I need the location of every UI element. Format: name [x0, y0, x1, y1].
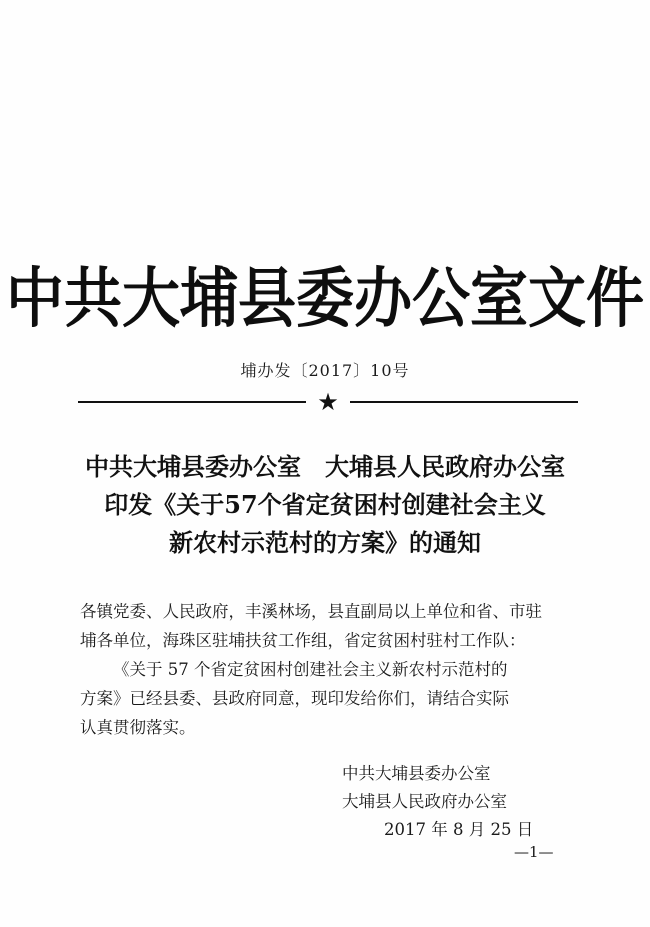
document-number: 埔办发〔2017〕10号 — [240, 361, 410, 380]
document-body — [80, 597, 572, 742]
header-separator — [78, 388, 578, 416]
signature-block — [342, 760, 533, 844]
document-title — [40, 448, 610, 562]
body-line: 方案》已经县委、县政府同意，现印发给你们，请结合实际 — [80, 689, 509, 708]
separator-line-left — [78, 401, 306, 403]
signature-org: 中共大埔县委办公室 — [342, 764, 491, 783]
title-line: 新农村示范村的方案》的通知 — [169, 528, 481, 557]
body-line-recipients: 埔各单位，海珠区驻埔扶贫工作组，省定贫困村驻村工作队： — [80, 631, 526, 650]
title-line: 印发《关于57个省定贫困村创建社会主义 — [104, 490, 546, 519]
body-line: 《关于 57 个省定贫困村创建社会主义新农村示范村的 — [113, 660, 508, 679]
separator-line-right — [350, 401, 578, 403]
star-icon: ★ — [317, 388, 339, 416]
title-line: 中共大埔县委办公室 大埔县人民政府办公室 — [85, 452, 565, 481]
signature-date: 2017 年 8 月 25 日 — [384, 820, 534, 839]
body-line: 认真贯彻落实。 — [80, 718, 196, 737]
page-number: —1— — [514, 843, 554, 861]
body-line-recipients: 各镇党委、人民政府，丰溪林场，县直副局以上单位和省、市驻 — [80, 602, 542, 621]
masthead-title: 中共大埔县委办公室文件 — [5, 259, 644, 337]
signature-org: 大埔县人民政府办公室 — [342, 792, 507, 811]
